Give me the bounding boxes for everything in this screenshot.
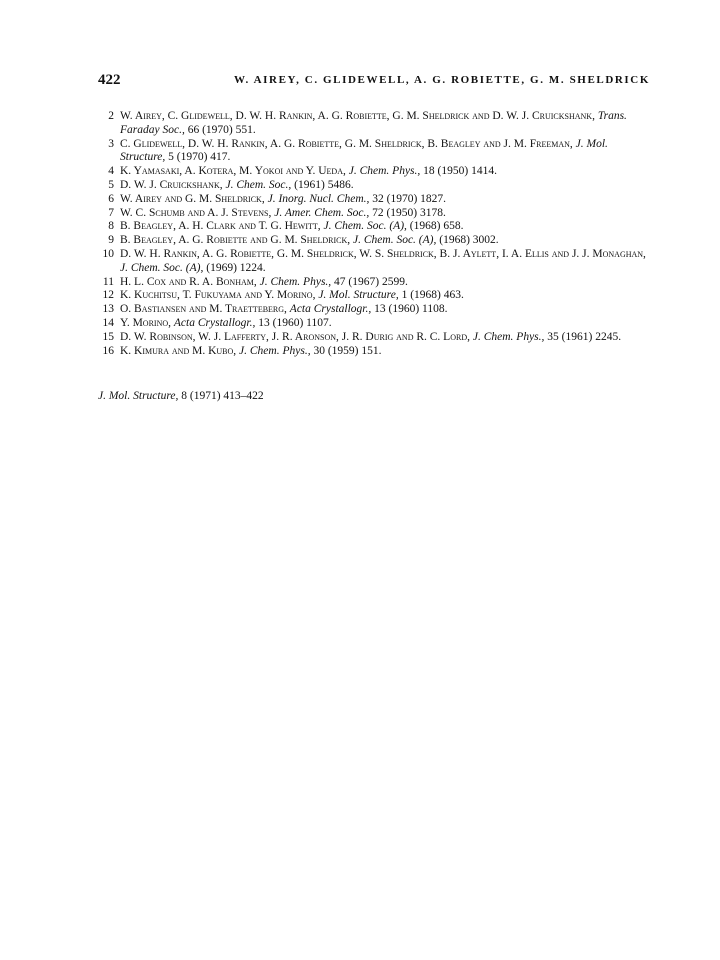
reference-volume-year-page: 72 (1950) 3178.	[372, 206, 446, 219]
reference-authors: W. Airey and G. M. Sheldrick,	[120, 192, 265, 205]
reference-text	[120, 220, 654, 234]
journal-citation	[98, 390, 264, 402]
reference-number: 15	[102, 330, 114, 343]
reference-journal: J. Chem. Soc. (A),	[353, 234, 437, 247]
reference-number: 4	[108, 165, 114, 178]
reference-authors: K. Kuchitsu, T. Fukuyama and Y. Morino,	[120, 289, 316, 302]
reference-text	[120, 331, 654, 345]
reference-volume-year-page: 13 (1960) 1108.	[374, 303, 448, 316]
reference-item	[98, 276, 654, 290]
reference-number: 10	[102, 247, 114, 260]
reference-item	[98, 317, 654, 331]
reference-text	[120, 234, 654, 248]
reference-item	[98, 220, 654, 234]
reference-authors: D. W. H. Rankin, A. G. Robiette, G. M. Sheldrick, W. S. Sheldrick, B. J. Aylett, I. A. Ellis and J. J. Monaghan,	[120, 247, 646, 260]
reference-journal: J. Chem. Phys.,	[472, 330, 545, 343]
reference-number: 16	[102, 344, 114, 357]
reference-text	[120, 165, 654, 179]
reference-item	[98, 207, 654, 221]
reference-text	[120, 248, 654, 276]
reference-item	[98, 289, 654, 303]
reference-journal: J. Inorg. Nucl. Chem.,	[267, 192, 370, 205]
reference-authors: W. Airey, C. Glidewell, D. W. H. Rankin, A. G. Robiette, G. M. Sheldrick and D. W. J. Cruickshank,	[120, 110, 595, 122]
reference-journal: J. Chem. Soc.,	[225, 178, 292, 191]
reference-item	[98, 234, 654, 248]
reference-number: 12	[102, 289, 114, 302]
reference-item	[98, 248, 654, 276]
reference-volume-year-page: (1968) 3002.	[439, 234, 499, 247]
reference-journal: J. Mol. Structure,	[120, 137, 608, 164]
reference-volume-year-page: 66 (1970) 551.	[187, 123, 256, 136]
reference-authors: K. Yamasaki, A. Kotera, M. Yokoi and Y. Ueda,	[120, 165, 346, 178]
reference-authors: B. Beagley, A. G. Robiette and G. M. Sheldrick,	[120, 234, 351, 247]
reference-authors: Y. Morino,	[120, 316, 172, 329]
reference-item	[98, 138, 654, 166]
reference-journal: J. Chem. Soc. (A),	[323, 220, 407, 233]
reference-text	[120, 110, 654, 138]
reference-number: 14	[102, 316, 114, 329]
reference-number: 9	[108, 234, 114, 247]
reference-volume-year-page: (1969) 1224.	[206, 261, 266, 274]
reference-journal: Acta Crystallogr.,	[173, 316, 256, 329]
reference-volume-year-page: 1 (1968) 463.	[401, 289, 464, 302]
reference-journal: J. Chem. Phys.,	[239, 344, 311, 357]
reference-journal: Trans. Faraday Soc.,	[120, 110, 627, 136]
reference-item	[98, 345, 654, 359]
reference-authors: D. W. J. Cruickshank,	[120, 178, 223, 191]
reference-text	[120, 303, 654, 317]
reference-number: 7	[108, 206, 114, 219]
reference-number: 13	[102, 303, 114, 316]
reference-volume-year-page: 47 (1967) 2599.	[334, 275, 408, 288]
reference-authors: B. Beagley, A. H. Clark and T. G. Hewitt,	[120, 220, 321, 233]
reference-volume-year-page: 35 (1961) 2245.	[547, 330, 622, 343]
reference-journal: J. Mol. Structure,	[318, 289, 399, 302]
reference-authors: D. W. Robinson, W. J. Lafferty, J. R. Aronson, J. R. Durig and R. C. Lord,	[120, 330, 470, 343]
reference-number: 6	[108, 192, 114, 205]
running-header	[98, 72, 650, 94]
reference-volume-year-page: 13 (1960) 1107.	[258, 316, 332, 329]
reference-item	[98, 179, 654, 193]
reference-volume-year-page: (1968) 658.	[409, 220, 464, 233]
reference-text	[120, 193, 654, 207]
reference-volume-year-page: 5 (1970) 417.	[168, 151, 231, 164]
reference-item	[98, 165, 654, 179]
reference-journal: J. Amer. Chem. Soc.,	[274, 206, 370, 219]
reference-text	[120, 289, 654, 303]
reference-number: 11	[102, 275, 114, 288]
reference-item	[98, 331, 654, 345]
reference-item	[98, 303, 654, 317]
reference-text	[120, 276, 654, 290]
reference-item	[98, 110, 654, 138]
reference-text	[120, 317, 654, 331]
reference-item	[98, 193, 654, 207]
reference-authors: K. Kimura and M. Kubo,	[120, 344, 237, 357]
citation-volume-pages: 8 (1971) 413–422	[181, 390, 264, 402]
reference-text	[120, 207, 654, 221]
reference-journal: J. Chem. Soc. (A),	[120, 261, 204, 274]
reference-number: 5	[108, 178, 114, 191]
reference-text	[120, 345, 654, 359]
reference-number: 8	[108, 220, 114, 233]
reference-authors: W. C. Schumb and A. J. Stevens,	[120, 206, 272, 219]
reference-volume-year-page: 30 (1959) 151.	[313, 344, 382, 357]
reference-journal: Acta Crystallogr.,	[289, 303, 372, 316]
reference-authors: H. L. Cox and R. A. Bonham,	[120, 275, 257, 288]
citation-journal: J. Mol. Structure,	[98, 390, 179, 402]
reference-journal: J. Chem. Phys.,	[348, 165, 421, 178]
reference-number: 3	[108, 137, 114, 150]
reference-volume-year-page: 32 (1970) 1827.	[372, 192, 447, 205]
page-number: 422	[98, 72, 121, 88]
running-title: W. AIREY, C. GLIDEWELL, A. G. ROBIETTE, G. M. SHELDRICK	[233, 74, 650, 86]
reference-volume-year-page: 18 (1950) 1414.	[423, 165, 497, 178]
reference-text	[120, 138, 654, 166]
reference-journal: J. Chem. Phys.,	[259, 275, 332, 288]
reference-authors: C. Glidewell, D. W. H. Rankin, A. G. Robiette, G. M. Sheldrick, B. Beagley and J. M. Freeman,	[120, 137, 573, 150]
reference-authors: O. Bastiansen and M. Traetteberg,	[120, 303, 287, 316]
reference-list	[98, 110, 654, 358]
reference-volume-year-page: (1961) 5486.	[294, 178, 354, 191]
reference-number: 2	[108, 110, 114, 122]
reference-text	[120, 179, 654, 193]
